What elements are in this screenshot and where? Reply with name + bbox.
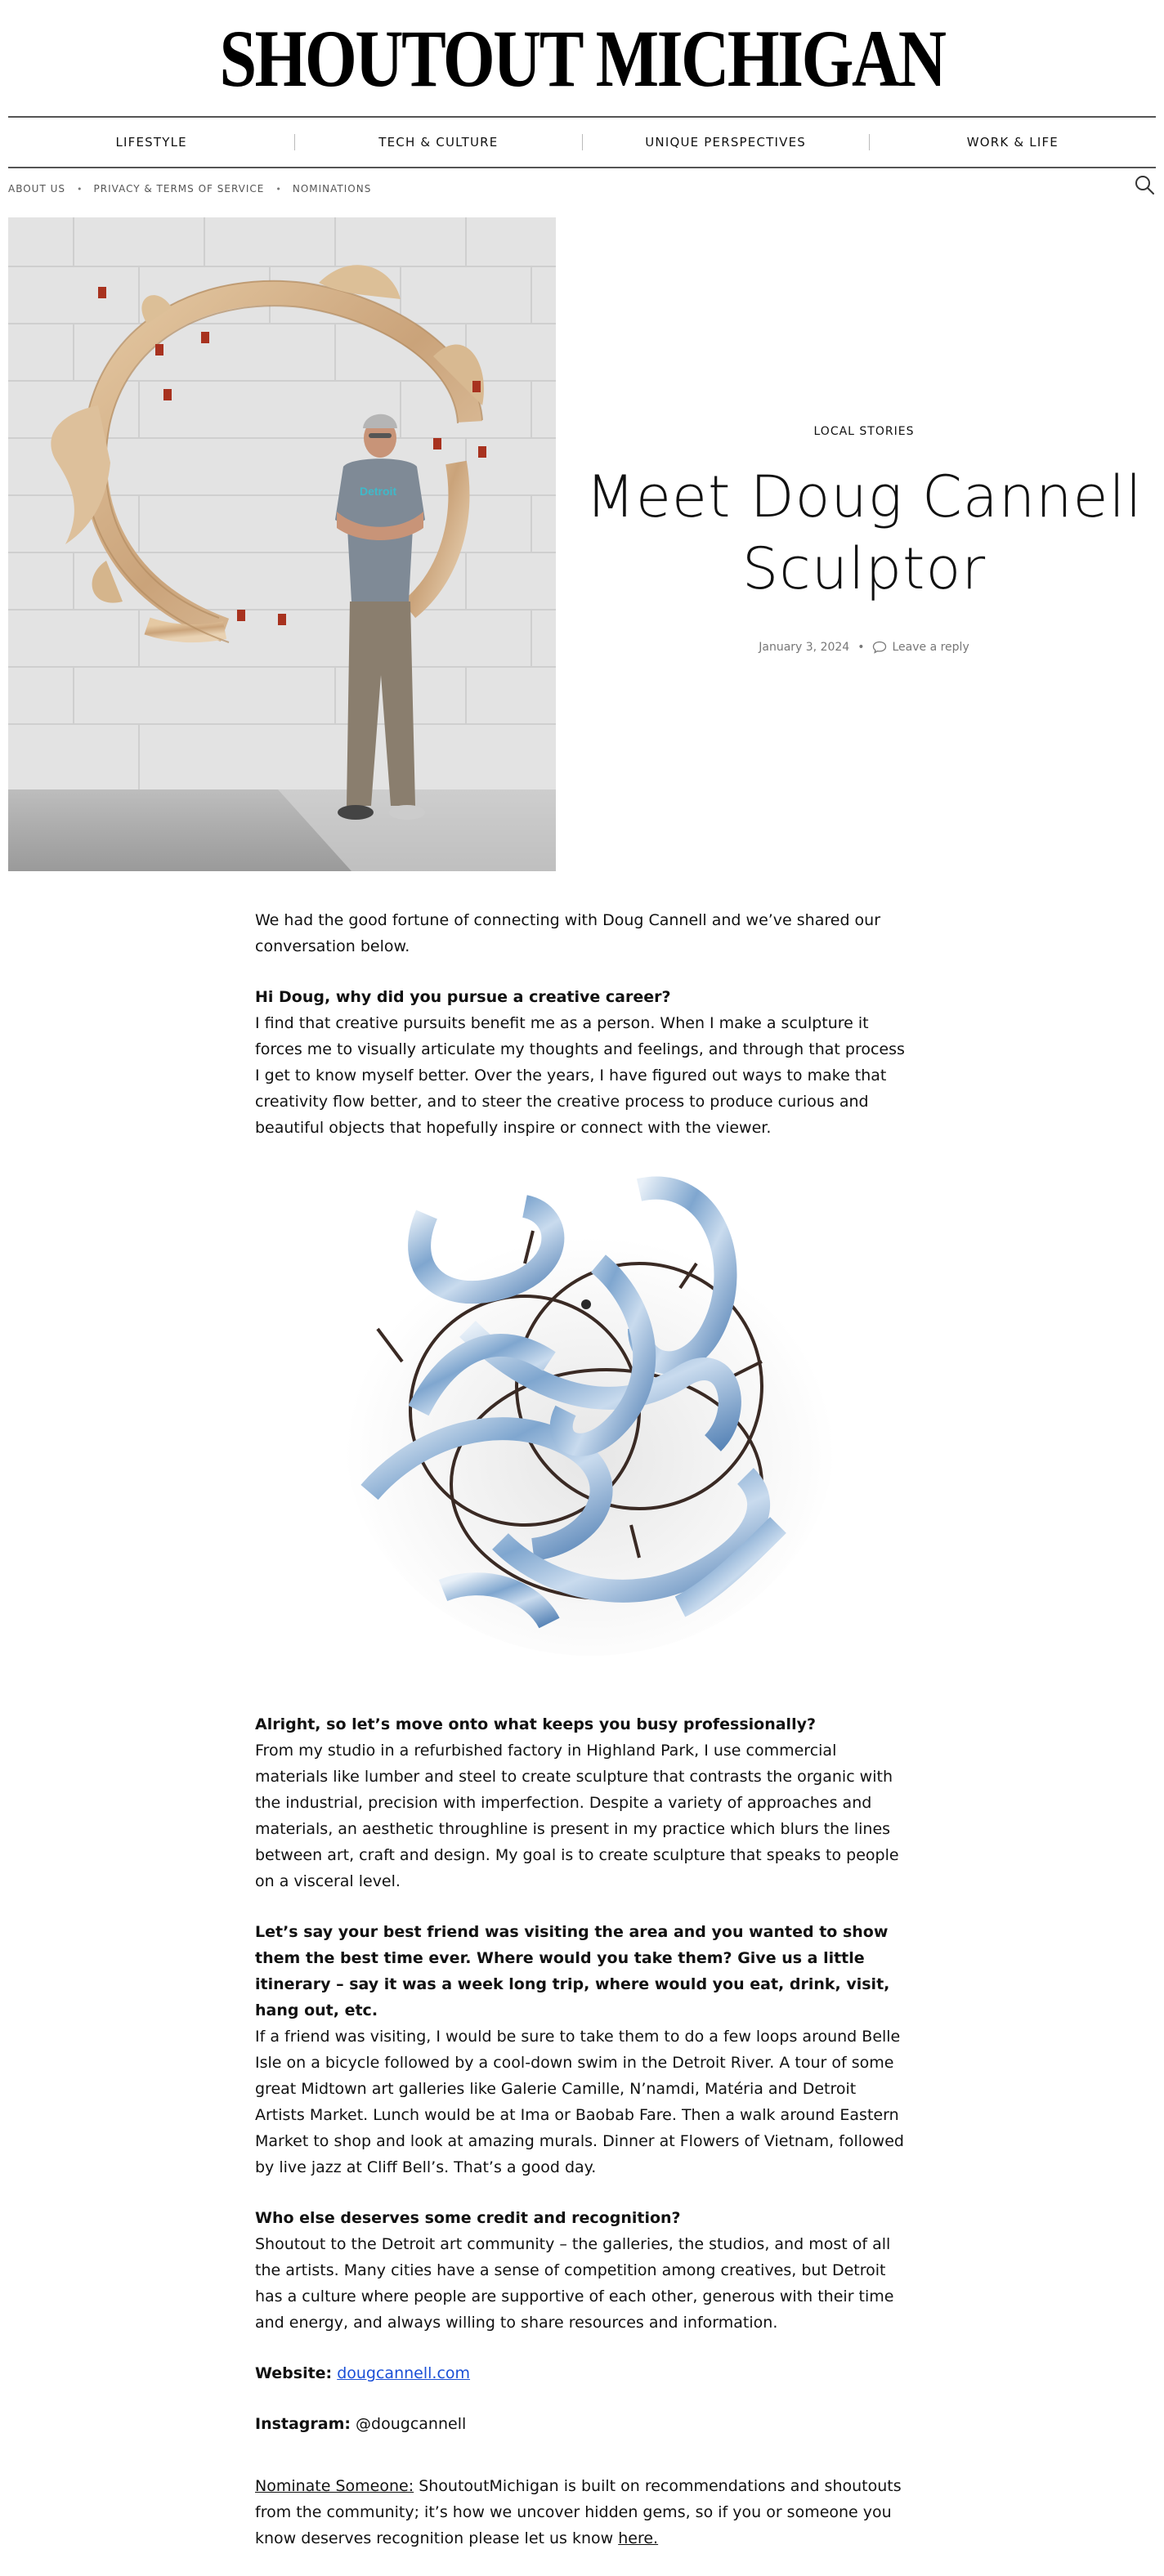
qa-block-3 — [255, 1919, 909, 2180]
instagram-label: Instagram: — [255, 2415, 351, 2433]
website-label: Website: — [255, 2364, 333, 2382]
subnav-separator: • — [275, 183, 281, 195]
sculptor-portrait-image — [8, 217, 556, 871]
sculpture-photo — [255, 1165, 909, 1679]
nominate-block — [255, 2473, 909, 2551]
nav-item-tech-culture[interactable]: TECH & CULTURE — [378, 135, 499, 150]
website-link[interactable]: dougcannell.com — [337, 2364, 471, 2382]
question-3: Let’s say your best friend was visiting the area and you wanted to show them the best time ever. Where would you take them? Give us a little itinerary – say it was a week long trip, where would you eat, drink, visit, hang out, etc. — [255, 1923, 890, 2019]
search-icon — [1133, 173, 1156, 196]
site-logo[interactable]: SHOUTOUT MICHIGAN — [219, 13, 945, 104]
post-meta — [572, 641, 1156, 654]
svg-text:Detroit: Detroit — [360, 485, 397, 498]
comment-bubble-icon — [872, 641, 887, 654]
post-date[interactable]: January 3, 2024 — [759, 641, 850, 654]
instagram-handle: @dougcannell — [356, 2415, 467, 2433]
nav-item-work-life[interactable]: WORK & LIFE — [966, 135, 1059, 150]
post-title-line1: Meet Doug Cannell — [585, 463, 1143, 530]
subnav-privacy-terms[interactable]: PRIVACY & TERMS OF SERVICE — [93, 183, 265, 195]
search-button[interactable] — [1133, 173, 1156, 196]
answer-4: Shoutout to the Detroit art community – the galleries, the studios, and most of all the artists. Many cities have a sense of competition among creatives, but Detroit has a culture where people are supportive of each other, generous with their time and energy, and always willing to share resources and information. — [255, 2235, 894, 2332]
main-nav — [8, 116, 1156, 168]
post-header — [572, 425, 1156, 654]
nav-item-unique-perspectives[interactable]: UNIQUE PERSPECTIVES — [645, 135, 806, 150]
nominate-text: ShoutoutMichigan is built on recommendations and shoutouts from the community; it’s how we uncover hidden gems, so if you or someone you know deserves recognition please let us know — [255, 2477, 902, 2547]
leave-reply-label: Leave a reply — [892, 641, 969, 654]
website-line — [255, 2360, 909, 2386]
qa-block-4 — [255, 2205, 909, 2336]
leave-reply-link[interactable] — [872, 641, 969, 654]
answer-3: If a friend was visiting, I would be sure to take them to do a few loops around Belle Isle on a bicycle followed by a cool-down swim in the Detroit River. A tour of some great Midtown art galleries like Galerie Camille, N’namdi, Matéria and Detroit Artists Market. Lunch would be at Ima or Baobab Fare. Then a walk around Eastern Market to shop and look at amazing murals. Dinner at Flowers of Vietnam, followed by live jazz at Cliff Bell’s. That’s a good day. — [255, 2028, 904, 2176]
nav-item-lifestyle[interactable]: LIFESTYLE — [115, 135, 187, 150]
answer-1: I find that creative pursuits benefit me as a person. When I make a sculpture it forces me to visually articulate my thoughts and feelings, and through that process I get to know myself better. Over the years, I have figured out ways to make that creativity flow better, and to steer the creative process to produce curious and beautiful objects that hopefully inspire or connect with the viewer. — [255, 1014, 905, 1137]
nominate-here-link[interactable]: here. — [618, 2529, 659, 2547]
qa-block-2 — [255, 1711, 909, 1894]
subnav-separator: • — [77, 183, 83, 195]
question-1: Hi Doug, why did you pursue a creative career? — [255, 988, 671, 1006]
post-title — [572, 461, 1156, 605]
qa-block-1 — [255, 984, 909, 1141]
masthead — [0, 0, 1164, 116]
hero-photo — [8, 217, 556, 871]
subnav-nominations[interactable]: NOMINATIONS — [292, 183, 372, 195]
article-intro: We had the good fortune of connecting with Doug Cannell and we’ve shared our conversation below. — [255, 911, 881, 955]
meta-separator: • — [857, 641, 865, 654]
answer-2: From my studio in a refurbished factory in Highland Park, I use commercial materials like lumber and steel to create sculpture that contrasts the organic with the industrial, precision with imperfection. Despite a variety of approaches and materials, an aesthetic throughline is present in my practice which blurs the lines between art, craft and design. My goal is to create sculpture that speaks to people on a visceral level. — [255, 1742, 899, 1890]
post-category[interactable]: LOCAL STORIES — [813, 425, 915, 438]
blue-ribbon-sculpture-image — [255, 1165, 909, 1679]
subnav-about-us[interactable]: ABOUT US — [8, 183, 66, 195]
question-4: Who else deserves some credit and recognition? — [255, 2209, 681, 2227]
nominate-label[interactable]: Nominate Someone: — [255, 2477, 414, 2495]
question-2: Alright, so let’s move onto what keeps you busy professionally? — [255, 1715, 816, 1733]
article-body — [255, 907, 909, 2576]
instagram-line — [255, 2411, 909, 2437]
secondary-nav — [8, 180, 1156, 198]
post-title-line2: Sculptor — [741, 535, 987, 602]
